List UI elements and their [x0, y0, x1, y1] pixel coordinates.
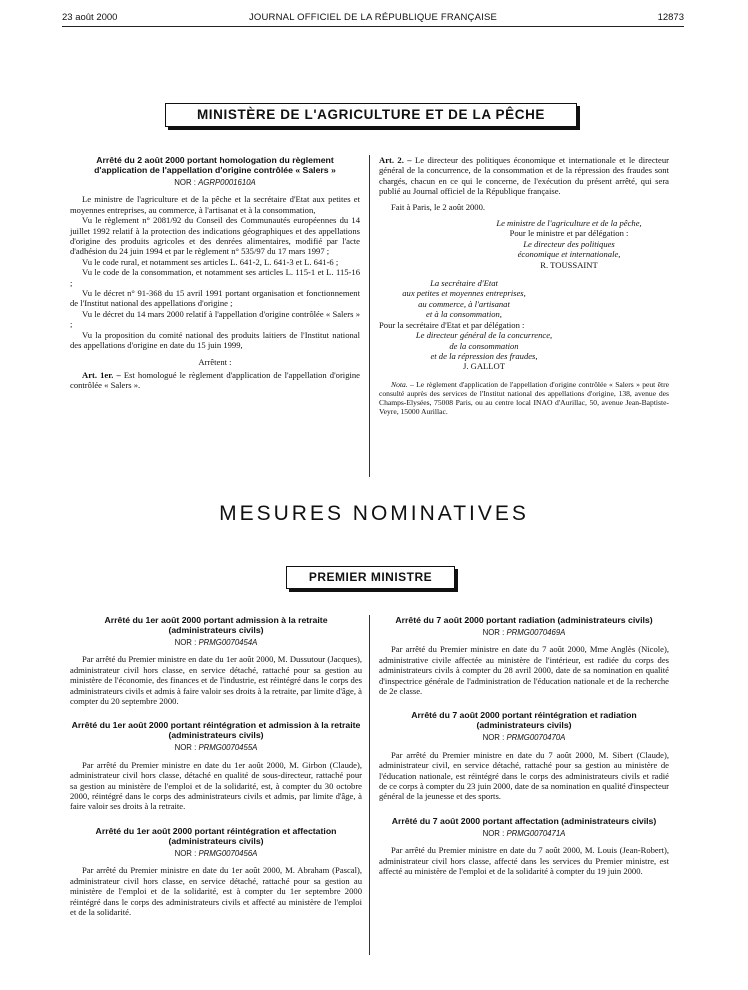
header-page-number: 12873	[657, 12, 684, 23]
agri-article-1: Art. 1er. – Est homologué le règlement d'application de l'appellation d'origine contrôlée « Salers ».	[70, 369, 360, 391]
agri-nota: Nota. – Le règlement d'application de l'appellation d'origine contrôlée « Salers » peut être consulté auprès des services de l'Institut national des appellations d'origine, 138, avenue des Champs-Elysées, 75008 Paris, ou au centre local INAO d'Aurillac, 50, avenue Jean-Baptiste-Veyre, 15000 Aurillac.	[379, 379, 670, 417]
pm-right-column	[379, 615, 669, 877]
ministry-title: MINISTÈRE DE L'AGRICULTURE ET DE LA PÊCHE	[165, 103, 577, 127]
arrete-text: Par arrêté du Premier ministre en date du 7 août 2000, Mme Anglès (Nicole), administrative civile affectée au ministère de l'intérieur, est radiée du corps des administrateurs civils à compter du 28 avril 2000, date de sa nomination en qualité d'inspectrice générale de l'administration de l'éducation nationale et de la recherche de 2e classe.	[379, 644, 669, 697]
agri-right-column	[379, 155, 669, 417]
arrete-text: Par arrêté du Premier ministre en date du 1er août 2000, M. Dussutour (Jacques), administrateur civil hors classe, en service détaché, rattaché pour sa gestion au ministère de l'économie, des finances et de l'industrie, est réintégré dans le corps des administrateurs civils et admis à faire valoir ses droits à la retraite, par limite d'âge, à compter du 20 septembre 2000.	[70, 654, 362, 707]
arrete-text: Par arrêté du Premier ministre en date du 1er août 2000, M. Abraham (Pascal), administrateur civil hors classe, en service détaché, rattaché pour sa gestion au ministère de l'emploi et de la solidarité, est à compter du 1er septembre 2000 réintégré dans le corps des administrateurs civils et affecté au ministère de l'emploi et de la solidarité.	[70, 865, 362, 917]
pm-left-column	[70, 615, 362, 917]
arrete-nor: NOR : PRMG0070455A	[174, 743, 258, 753]
agri-paragraph: Vu le décret n° 91-368 du 15 avril 1991 portant organisation et fonctionnement de l'Institut national des appellations d'origine ;	[70, 288, 360, 309]
arrete-block	[379, 710, 669, 801]
mesures-nominatives-title: MESURES NOMINATIVES	[219, 502, 529, 525]
arrete-block	[70, 826, 362, 917]
arrete-title: Arrêté du 7 août 2000 portant affectation (administrateurs civils)	[391, 815, 657, 826]
arrete-block	[379, 816, 669, 877]
signatory-toussaint: R. TOUSSAINT	[540, 259, 598, 270]
agri-paragraph: Vu la proposition du comité national des produits laitiers de l'Institut national des appellations d'origine en date du 15 juin 1999,	[70, 329, 360, 351]
arrete-title: Arrêté du 1er août 2000 portant réintégration et affectation (administrateurs civils)	[95, 825, 337, 846]
arrete-title: Arrêté du 7 août 2000 portant radiation (administrateurs civils)	[395, 615, 653, 625]
page-header	[62, 10, 684, 27]
arrete-nor: NOR : PRMG0070469A	[482, 628, 566, 637]
agri-paragraph: Le ministre de l'agriculture et de la pêche et la secrétaire d'Etat aux petites et moyennes entreprises, au commerce, à l'artisanat et à la consommation,	[70, 194, 360, 215]
arrete-title: Arrêté du 7 août 2000 portant réintégration et radiation (administrateurs civils)	[411, 710, 637, 731]
arrete-text: Par arrêté du Premier ministre en date du 7 août 2000, M. Louis (Jean-Robert), administrateur civil hors classe, affecté dans les services du Premier ministre, est affecté au ministère de l'emploi et de la solidarité à compter du 19 juin 2000.	[379, 845, 669, 877]
arrete-block	[70, 615, 362, 706]
header-journal-title: JOURNAL OFFICIEL DE LA RÉPUBLIQUE FRANÇAISE	[248, 12, 498, 23]
agri-paragraph: Vu le règlement n° 2081/92 du Conseil des Communautés européennes du 14 juillet 1992 relatif à la protection des indications géographiques et des appellations d'origine des produits agricoles et des denrées alimentaires, modifié par l'acte d'adhésion du 24 juin 1994 et par le règlement n° 535/97 du 17 mars 1997 ;	[70, 215, 360, 257]
signature-block-2b: Pour la secrétaire d'Etat et par délégation : Le directeur général de la concurrence, de la consommation et de la répression des fraudes, J. GALLOT	[379, 320, 589, 372]
arrete-text: Par arrêté du Premier ministre en date du 1er août 2000, M. Girbon (Claude), administrateur civil hors classe, détaché en qualité de sous-directeur, rattaché pour sa gestion au ministère de l'emploi et de la solidarité, est, à compter du 30 octobre 2000, réintégré dans le corps des administrateurs civils et admis, par limite d'âge, à faire valoir ses droits à la retraite.	[70, 759, 362, 812]
header-date: 23 août 2000	[62, 12, 118, 23]
arrete-title: Arrêté du 1er août 2000 portant admission à la retraite (administrateurs civils)	[104, 615, 328, 635]
agri-paragraph: Vu le décret du 14 mars 2000 relatif à l'appellation d'origine contrôlée « Salers » ;	[70, 308, 360, 330]
arrete-block	[70, 720, 362, 811]
agri-nor: NOR : AGRP0001610A	[174, 178, 256, 187]
agri-paragraph: Vu le code rural, et notamment ses articles L. 641-2, L. 641-3 et L. 641-6 ;	[82, 256, 339, 267]
agri-paragraphs	[70, 194, 360, 350]
arrete-text: Par arrêté du Premier ministre en date du 7 août 2000, M. Sibert (Claude), administrateur civil, en service détaché, rattaché pour sa gestion au ministère de l'éducation nationale, est réintégré dans le corps des administrateurs civils et radié de ce corps à compter du 23 juin 2000, date de sa nomination en qualité d'inspecteur général de la jeunesse et des sports.	[379, 749, 669, 802]
arrete-nor: NOR : PRMG0070470A	[482, 733, 566, 743]
agri-left-column	[70, 155, 360, 391]
column-divider	[369, 155, 370, 477]
signature-block-2: La secrétaire d'Etat aux petites et moyennes entreprises, au commerce, à l'artisanat et à la consommation,	[402, 278, 526, 320]
arrete-nor: NOR : PRMG0070456A	[174, 848, 258, 858]
column-divider-2	[369, 615, 370, 955]
agri-paragraph: Vu le code de la consommation, et notamment ses articles L. 115-1 et L. 115-16 ;	[70, 267, 360, 288]
arrete-nor: NOR : PRMG0070454A	[174, 638, 258, 647]
signatory-gallot: J. GALLOT	[462, 361, 505, 372]
agri-article-2: Art. 2. – Le directeur des politiques économique et internationale et le directeur général de la concurrence, de la consommation et de la répression des fraudes sont chargés, chacun en ce qui le concerne, de l'exécution du présent arrêté, qui sera publié au Journal officiel de la République française.	[379, 155, 669, 197]
signature-block-1: Le ministre de l'agriculture et de la pêche, Pour le ministre et par délégation : Le directeur des politiques économique et internationale, R. TOUSSAINT	[379, 218, 669, 270]
agri-arrete-title: Arrêté du 2 août 2000 portant homologation du règlement d'application de l'appellation d'origine contrôlée « Salers »	[94, 155, 336, 175]
arrete-title: Arrêté du 1er août 2000 portant réintégration et admission à la retraite (administrateurs civils)	[71, 720, 361, 741]
arrete-nor: NOR : PRMG0070471A	[482, 828, 566, 838]
premier-ministre-title: PREMIER MINISTRE	[286, 566, 455, 589]
agri-fait: Fait à Paris, le 2 août 2000.	[391, 201, 486, 212]
agri-arretent: Arrêtent :	[198, 356, 232, 367]
arrete-block	[379, 615, 669, 696]
